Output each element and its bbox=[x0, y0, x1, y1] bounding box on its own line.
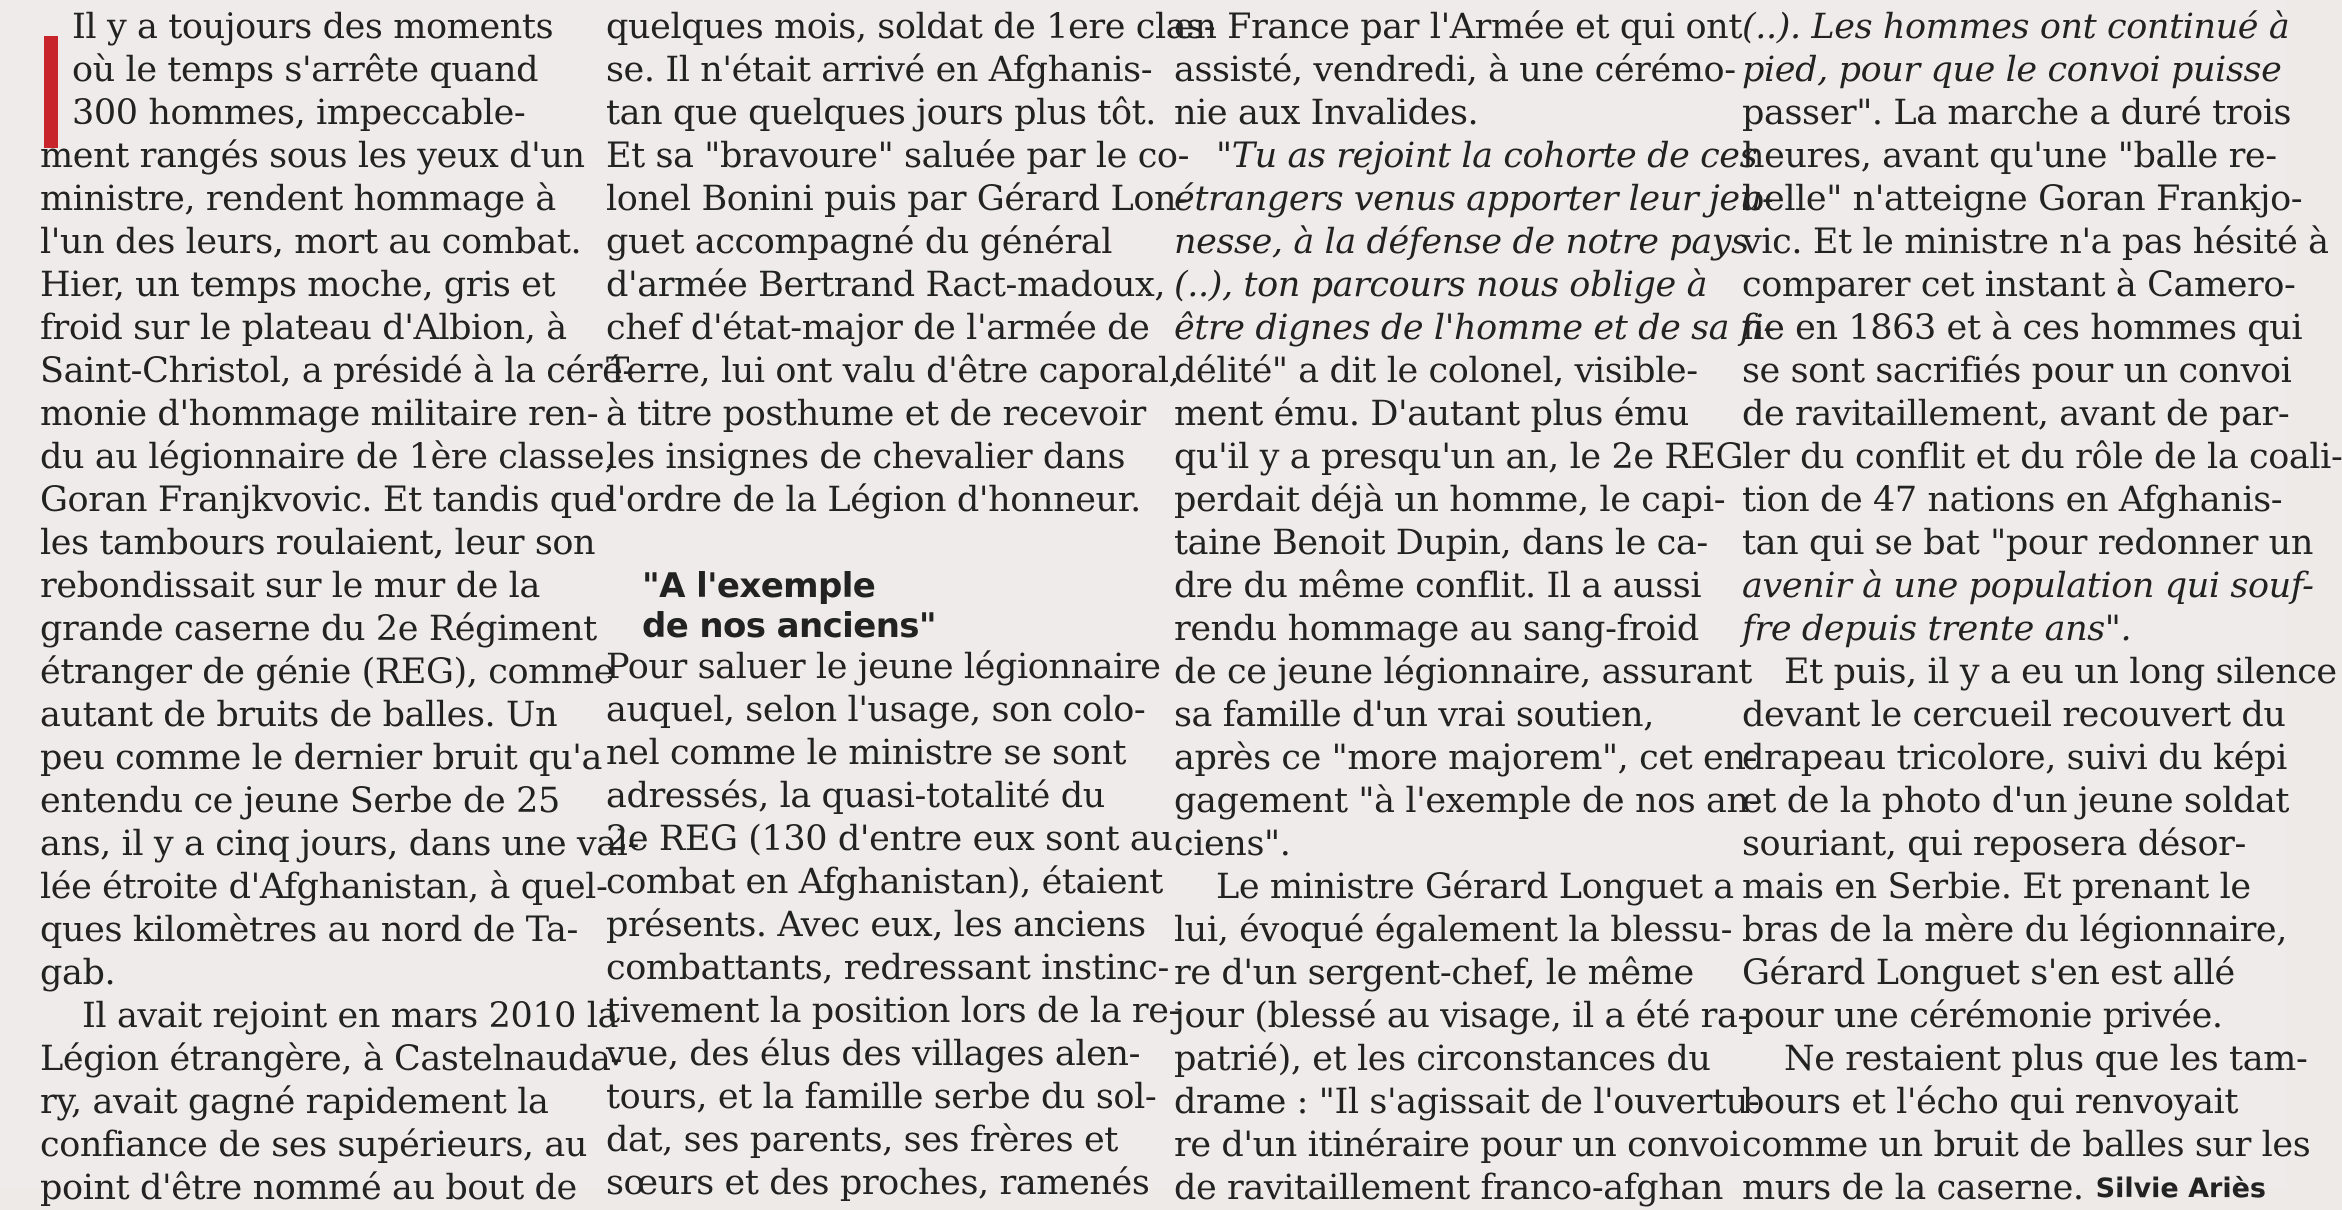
text-line: sœurs et des proches, ramenés bbox=[606, 1163, 1150, 1203]
text-line: rendu hommage au sang-froid bbox=[1174, 609, 1699, 649]
byline: Silvie Ariès bbox=[2095, 1173, 2266, 1204]
text-line: les insignes de chevalier dans bbox=[606, 437, 1126, 477]
text-line: Et sa "bravoure" saluée par le co- bbox=[606, 136, 1190, 176]
text-line: et de la photo d'un jeune soldat bbox=[1742, 781, 2290, 821]
text-line: qu'il y a presqu'un an, le 2e REG bbox=[1174, 437, 1744, 477]
text-line: lonel Bonini puis par Gérard Lon- bbox=[606, 179, 1188, 219]
text-line: tan que quelques jours plus tôt. bbox=[606, 93, 1157, 133]
text-line: tion de 47 nations en Afghanis- bbox=[1742, 480, 2283, 520]
column-3 bbox=[1174, 6, 1775, 1210]
text-line: avenir à une population qui souf- bbox=[1742, 566, 2314, 606]
column-1 bbox=[40, 6, 639, 1210]
text-line: 2e REG (130 d'entre eux sont au bbox=[606, 819, 1173, 859]
text-line: ment rangés sous les yeux d'un bbox=[40, 136, 585, 176]
text-line: ler du conflit et du rôle de la coali- bbox=[1742, 437, 2342, 477]
text-line: combat en Afghanistan), étaient bbox=[606, 862, 1163, 902]
text-line: comme un bruit de balles sur les bbox=[1742, 1125, 2311, 1165]
text-line: de ravitaillement franco-afghan bbox=[1174, 1168, 1724, 1208]
text-line: heures, avant qu'une "balle re- bbox=[1742, 136, 2277, 176]
text-line: drapeau tricolore, suivi du képi bbox=[1742, 738, 2287, 778]
text-line: Il y a toujours des moments bbox=[72, 7, 554, 47]
text-line: mais en Serbie. Et prenant le bbox=[1742, 867, 2251, 907]
text-line: re d'un itinéraire pour un convoi bbox=[1174, 1125, 1741, 1165]
text-line: l'ordre de la Légion d'honneur. bbox=[606, 480, 1141, 520]
text-line: se sont sacrifiés pour un convoi bbox=[1742, 351, 2292, 391]
text-line: drame : "Il s'agissait de l'ouvertu- bbox=[1174, 1082, 1760, 1122]
text-line: (..), ton parcours nous oblige à bbox=[1174, 265, 1708, 305]
text-line: fre depuis trente ans". bbox=[1742, 609, 2132, 649]
text-line: ans, il y a cinq jours, dans une val- bbox=[40, 824, 639, 864]
text-line: ciens". bbox=[1174, 824, 1291, 864]
text-line: froid sur le plateau d'Albion, à bbox=[40, 308, 567, 348]
text-line: quelques mois, soldat de 1ere clas- bbox=[606, 7, 1216, 47]
text-line: en France par l'Armée et qui ont bbox=[1174, 7, 1742, 47]
text-line: taine Benoit Dupin, dans le ca- bbox=[1174, 523, 1708, 563]
text-line: monie d'hommage militaire ren- bbox=[40, 394, 599, 434]
text-line: après ce "more majorem", cet en- bbox=[1174, 738, 1757, 778]
text-line: jour (blessé au visage, il a été ra- bbox=[1174, 996, 1749, 1036]
text-line: Le ministre Gérard Longuet a bbox=[1216, 867, 1734, 907]
text-line: de ravitaillement, avant de par- bbox=[1742, 394, 2290, 434]
text-line: point d'être nommé au bout de bbox=[40, 1168, 577, 1208]
text-line: rebondissait sur le mur de la bbox=[40, 566, 540, 606]
text-line: du au légionnaire de 1ère classe, bbox=[40, 437, 615, 477]
text-line: devant le cercueil recouvert du bbox=[1742, 695, 2286, 735]
text-line: étranger de génie (REG), comme bbox=[40, 652, 615, 692]
text-line: nesse, à la défense de notre pays bbox=[1174, 222, 1749, 262]
text-line: où le temps s'arrête quand bbox=[72, 50, 539, 90]
text-line: passer". La marche a duré trois bbox=[1742, 93, 2292, 133]
text-line: délité" a dit le colonel, visible- bbox=[1174, 351, 1698, 391]
text-line: présents. Avec eux, les anciens bbox=[606, 905, 1146, 945]
text-line: dat, ses parents, ses frères et bbox=[606, 1120, 1118, 1160]
text-line: Légion étrangère, à Castelnauda- bbox=[40, 1039, 622, 1079]
column-2 bbox=[606, 6, 1216, 1205]
text-line: vic. Et le ministre n'a pas hésité à bbox=[1742, 222, 2329, 262]
text-line: nie aux Invalides. bbox=[1174, 93, 1479, 133]
subheading bbox=[606, 566, 1136, 646]
text-line: Ne restaient plus que les tam- bbox=[1784, 1039, 2308, 1079]
text-line: grande caserne du 2e Régiment bbox=[40, 609, 597, 649]
text-line: Il avait rejoint en mars 2010 la bbox=[82, 996, 619, 1036]
text-line: Saint-Christol, a présidé à la céré- bbox=[40, 351, 634, 391]
text-line: peu comme le dernier bruit qu'a bbox=[40, 738, 602, 778]
text-line: les tambours roulaient, leur son bbox=[40, 523, 596, 563]
text-line: ne en 1863 et à ces hommes qui bbox=[1742, 308, 2303, 348]
text-line: tan qui se bat "pour redonner un bbox=[1742, 523, 2313, 563]
text-line: ry, avait gagné rapidement la bbox=[40, 1082, 549, 1122]
text-line: perdait déjà un homme, le capi- bbox=[1174, 480, 1726, 520]
text-line: pour une cérémonie privée. bbox=[1742, 996, 2223, 1036]
text-line: auquel, selon l'usage, son colo- bbox=[606, 690, 1146, 730]
text-line: re d'un sergent-chef, le même bbox=[1174, 953, 1694, 993]
text-line: Goran Franjkvovic. Et tandis que bbox=[40, 480, 615, 520]
text-line: étrangers venus apporter leur jeu- bbox=[1174, 179, 1774, 219]
text-line: (..). Les hommes ont continué à bbox=[1742, 7, 2290, 47]
text-line: autant de bruits de balles. Un bbox=[40, 695, 558, 735]
text-line: Pour saluer le jeune légionnaire bbox=[606, 647, 1161, 687]
text-line: entendu ce jeune Serbe de 25 bbox=[40, 781, 560, 821]
text-line: adressés, la quasi-totalité du bbox=[606, 776, 1105, 816]
text-line: ministre, rendent hommage à bbox=[40, 179, 556, 219]
text-line: de ce jeune légionnaire, assurant bbox=[1174, 652, 1752, 692]
text-line: dre du même conflit. Il a aussi bbox=[1174, 566, 1702, 606]
text-line: ques kilomètres au nord de Ta- bbox=[40, 910, 578, 950]
text-line: pied, pour que le convoi puisse bbox=[1742, 50, 2282, 90]
text-line: nel comme le ministre se sont bbox=[606, 733, 1127, 773]
column-4 bbox=[1742, 6, 2342, 1210]
text-line: bras de la mère du légionnaire, bbox=[1742, 910, 2287, 950]
text-line: combattants, redressant instinc- bbox=[606, 948, 1169, 988]
text-line: gab. bbox=[40, 953, 116, 993]
text-line: patrié), et les circonstances du bbox=[1174, 1039, 1711, 1079]
text-line: comparer cet instant à Camero- bbox=[1742, 265, 2296, 305]
text-line: Terre, lui ont valu d'être caporal, bbox=[606, 351, 1180, 391]
text-line: confiance de ses supérieurs, au bbox=[40, 1125, 587, 1165]
text-line: se. Il n'était arrivé en Afghanis- bbox=[606, 50, 1153, 90]
text-line: 300 hommes, impeccable- bbox=[72, 93, 526, 133]
text-line: être dignes de l'homme et de sa fi- bbox=[1174, 308, 1775, 348]
subheading-line-2: de nos anciens" bbox=[642, 606, 937, 646]
text-line: "Tu as rejoint la cohorte de ces bbox=[1216, 136, 1758, 176]
text-line: l'un des leurs, mort au combat. bbox=[40, 222, 582, 262]
subheading-line-1: "A l'exemple bbox=[642, 566, 876, 606]
column-2-bottom bbox=[606, 646, 1180, 1205]
text-line: à titre posthume et de recevoir bbox=[606, 394, 1146, 434]
text-line: souriant, qui reposera désor- bbox=[1742, 824, 2246, 864]
text-line: guet accompagné du général bbox=[606, 222, 1113, 262]
text-line: lui, évoqué également la blessu- bbox=[1174, 910, 1733, 950]
text-line: gagement "à l'exemple de nos an- bbox=[1174, 781, 1761, 821]
text-line: d'armée Bertrand Ract-madoux, bbox=[606, 265, 1166, 305]
text-line: bours et l'écho qui renvoyait bbox=[1742, 1082, 2239, 1122]
text-line: Et puis, il y a eu un long silence bbox=[1784, 652, 2337, 692]
text-line: ment ému. D'autant plus ému bbox=[1174, 394, 1689, 434]
text-line: chef d'état-major de l'armée de bbox=[606, 308, 1150, 348]
text-line: lée étroite d'Afghanistan, à quel- bbox=[40, 867, 608, 907]
text-line: tivement la position lors de la re- bbox=[606, 991, 1180, 1031]
text-line: murs de la caserne. Silvie Ariès bbox=[1742, 1168, 2266, 1208]
text-line: belle" n'atteigne Goran Frankjo- bbox=[1742, 179, 2303, 219]
text-line: vue, des élus des villages alen- bbox=[606, 1034, 1140, 1074]
text-line: assisté, vendredi, à une cérémo- bbox=[1174, 50, 1736, 90]
column-2-top bbox=[606, 6, 1216, 522]
text-line: sa famille d'un vrai soutien, bbox=[1174, 695, 1654, 735]
text-line: Hier, un temps moche, gris et bbox=[40, 265, 556, 305]
text-line: Gérard Longuet s'en est allé bbox=[1742, 953, 2235, 993]
text-line: tours, et la famille serbe du sol- bbox=[606, 1077, 1157, 1117]
